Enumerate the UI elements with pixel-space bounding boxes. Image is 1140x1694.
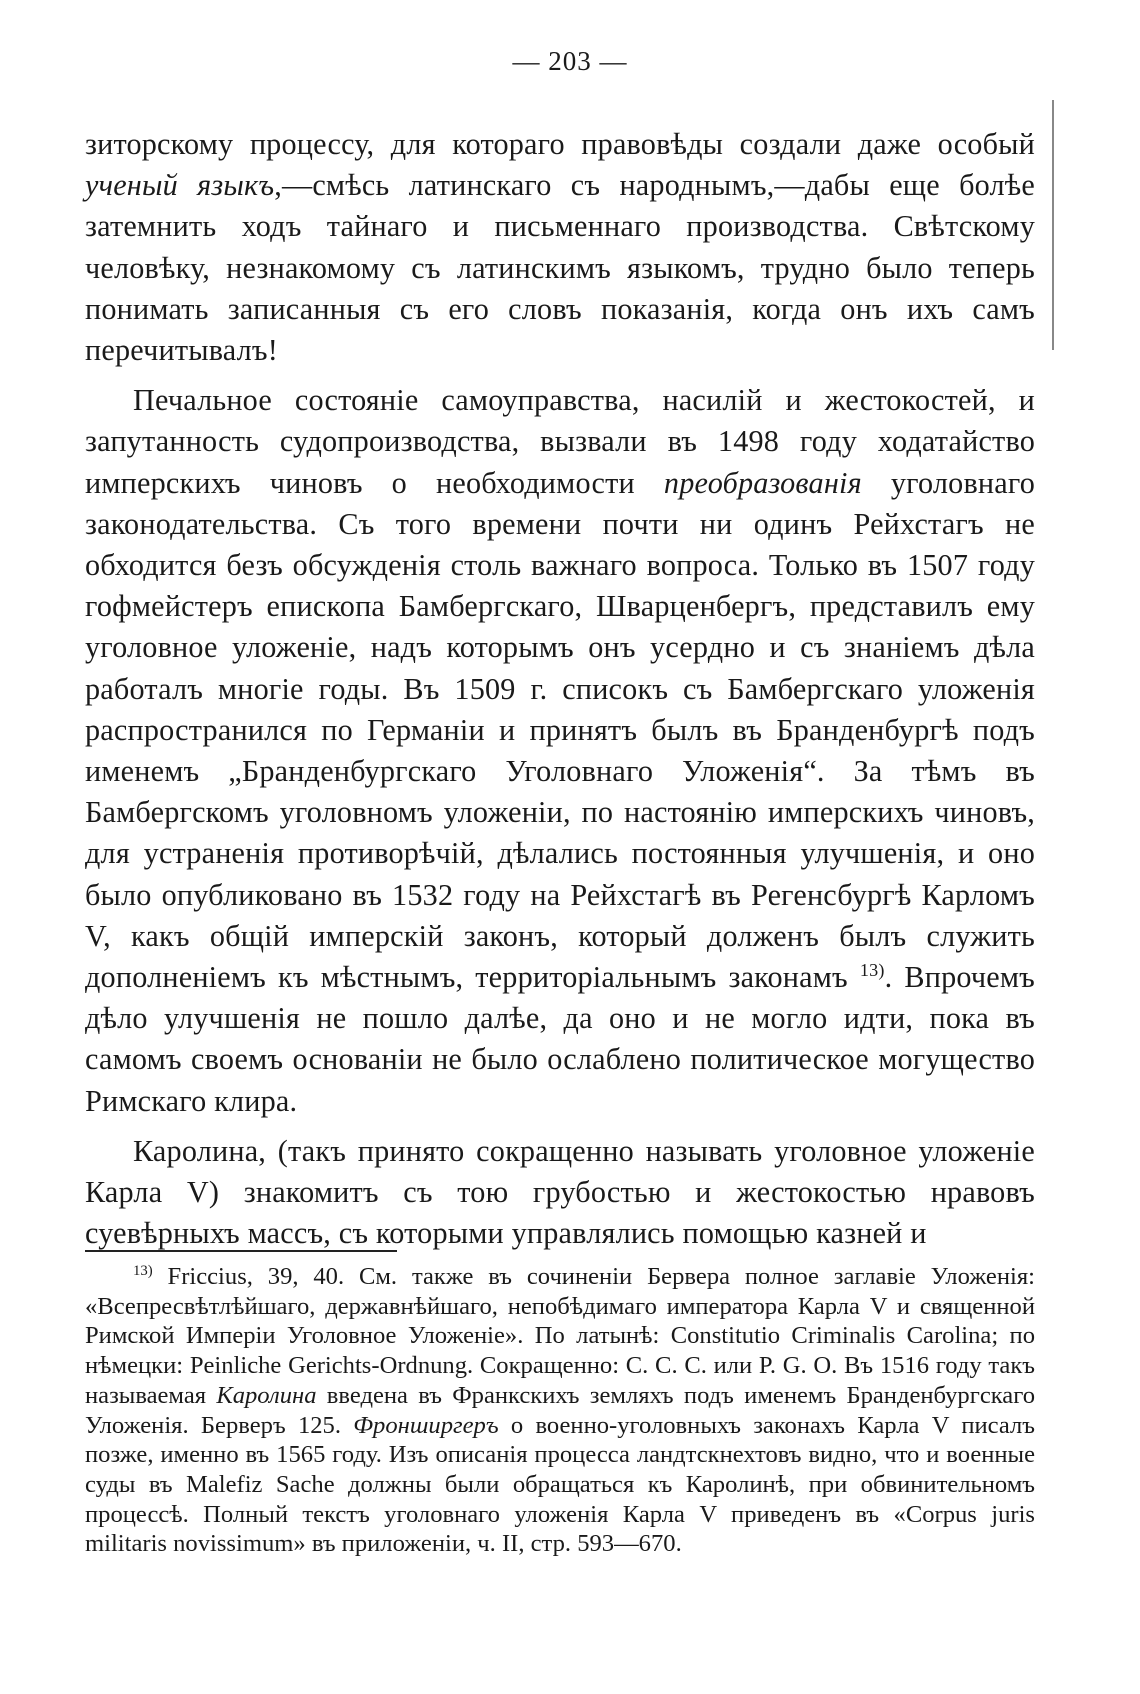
italic-text: Каролина bbox=[216, 1381, 317, 1409]
paragraph bbox=[85, 124, 1035, 371]
text-run: Friccius, 39, 40. См. также въ сочиненіи Бервера полное заглавіе Уложенія: «Всепресвѣтлѣйшаго, державнѣйшаго, непобѣдимаго императора Карла V и священной Римской Имперіи Уголовное Уложеніе». По латынѣ: Constitutio Criminalis Carolina; по нѣмецки: Peinliche Gerichts-Ordnung. Сокращенно: C. C. C. или P. G. O. Въ 1516 году такъ называемая bbox=[85, 1263, 1035, 1409]
italic-text: ученый языкъ bbox=[85, 168, 275, 203]
paragraph bbox=[85, 1131, 1035, 1255]
text-run: о военно-уголовныхъ законахъ Карла V писалъ позже, именно въ 1565 году. Изъ описанія процесса ландтскнехтовъ видно, что и военные суды въ Malefiz Sache должны были обращаться къ Каролинѣ, при обвинительномъ процессѣ. Полный текстъ уголовнаго уложенія Карла V приведенъ въ «Corpus juris militaris novissimum» въ приложеніи, ч. II, стр. 593—670. bbox=[85, 1411, 1035, 1558]
paragraph bbox=[85, 380, 1035, 1122]
footnote-separator bbox=[85, 1250, 397, 1252]
footnote bbox=[85, 1262, 1035, 1559]
margin-line bbox=[1052, 100, 1054, 350]
footnote-ref: 13) bbox=[133, 1263, 153, 1280]
text-run: уголовнаго законодательства. Съ того времени почти ни одинъ Рейхстагъ не обходится безъ обсужденія столь важнаго вопроса. Только въ 1507 году гофмейстеръ епископа Бамбергскаго, Шварценбергъ, представилъ ему уголовное уложеніе, надъ которымъ онъ усердно и съ знаніемъ дѣла работалъ многіе годы. Въ 1509 г. списокъ съ Бамбергскаго уложенія распространился по Германіи и принятъ былъ въ Бранденбургѣ подъ именемъ „Бранденбургскаго Уголовнаго Уложенія“. За тѣмъ въ Бамбергскомъ уголовномъ уложеніи, по настоянію имперскихъ чиновъ, для устраненія противорѣчій, дѣлались постоянныя улучшенія, и оно было опубликовано въ 1532 году на Рейхстагѣ въ Регенсбургѣ Карломъ V, какъ общій имперскій законъ, который долженъ былъ служить дополненіемъ къ мѣстнымъ, территоріальнымъ законамъ bbox=[85, 465, 1035, 995]
main-text bbox=[85, 124, 1035, 1254]
footnote-ref: 13) bbox=[859, 960, 885, 981]
text-run: . Впрочемъ дѣло улучшенія не пошло далѣе, да оно и не могло идти, пока въ самомъ своемъ основаніи не было ослаблено политическое могущество Римскаго клира. bbox=[85, 960, 1035, 1118]
text-run: введена въ Франкскихъ земляхъ подъ именемъ Бранденбургскаго Уложенія. Берверъ 125. bbox=[85, 1381, 1035, 1439]
italic-text: преобразованія bbox=[663, 465, 862, 500]
page-number: — 203 — bbox=[512, 46, 628, 76]
text-run: ,—смѣсь латинскаго съ народнымъ,—дабы еще болѣе затемнить ходъ тайнаго и письменнаго производства. Свѣтскому человѣку, незнакомому съ латинскимъ языкомъ, трудно было теперь понимать записанныя съ его словъ показанія, когда онъ ихъ самъ перечитывалъ! bbox=[85, 168, 1035, 368]
italic-text: Фронширгеръ bbox=[353, 1411, 499, 1439]
text-run: Печальное состояніе самоуправства, насилій и жестокостей, и запутанность судопроизводства, вызвали въ 1498 году ходатайство имперскихъ чиновъ о необходимости bbox=[85, 383, 1035, 500]
text-run: Каролина, (такъ принято сокращенно называть уголовное уложеніе Карла V) знакомитъ съ тою грубостью и жестокостью нравовъ суевѣрныхъ массъ, съ которыми управлялись помощью казней и bbox=[85, 1133, 1035, 1251]
footnote-text bbox=[85, 1262, 1035, 1559]
text-run: зиторскому процессу, для котораго правовѣды создали даже особый bbox=[85, 127, 1035, 161]
